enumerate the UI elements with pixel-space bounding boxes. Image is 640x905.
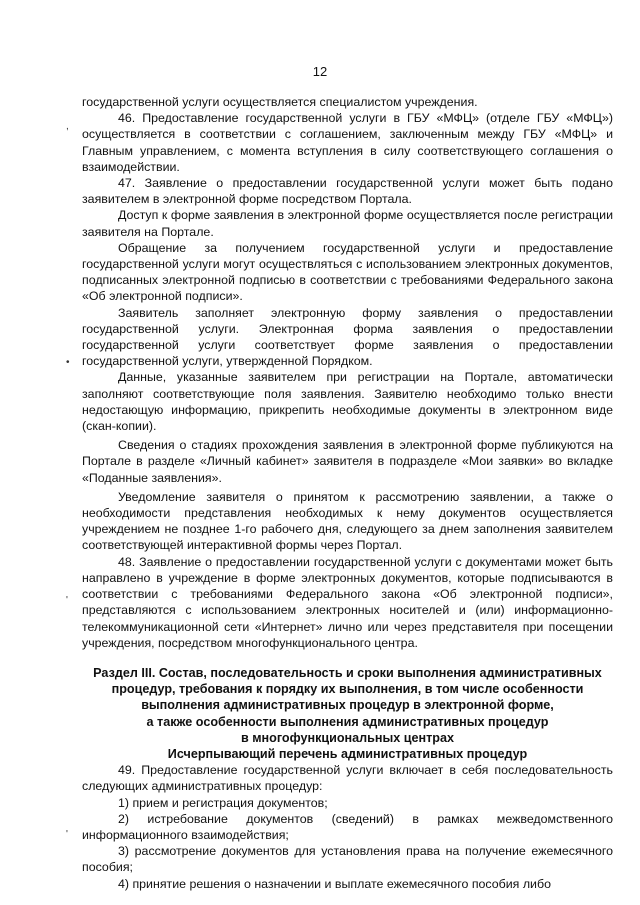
margin-mark: ' <box>66 829 68 840</box>
paragraph-49: 49. Предоставление государственной услуги включает в себя последовательность следующих административных процедур: <box>82 763 613 794</box>
paragraph-electronic-form: Заявитель заполняет электронную форму заявления о предоставлении государственной услуги. Электронная форма заявления о предоставлении государственной услуги соответствует форме заявления о предоставлении государственной услуги, утвержденной Порядком. <box>82 305 613 369</box>
section-heading-line: в многофункциональных центрах <box>240 730 454 745</box>
paragraph-46: 46. Предоставление государственной услуги в ГБУ «МФЦ» (отделе ГБУ «МФЦ») осуществляется в соответствии с соглашением, заключенным между ГБУ «МФЦ» и Главным управлением, с момента вступления в силу соответствующего соглашения о взаимодействии. <box>82 111 613 174</box>
margin-mark: , <box>66 121 69 132</box>
document-body <box>82 94 613 892</box>
paragraph-47: 47. Заявление о предоставлении государственной услуги может быть подано заявителем в электронной форме посредством Портала. <box>82 176 613 207</box>
paragraph-continuation: государственной услуги осуществляется специалистом учреждения. <box>82 95 478 109</box>
list-item: 3) рассмотрение документов для установления права на получение ежемесячного пособия; <box>82 844 613 875</box>
paragraph-status-info: Сведения о стадиях прохождения заявления в электронной форме публикуются на Портале в разделе «Личный кабинет» заявителя в подразделе «Мои заявки» во вкладке «Поданные заявления». <box>82 438 613 485</box>
paragraph-autofill: Данные, указанные заявителем при регистрации на Портале, автоматически заполняют соответствующие поля заявления. Заявителю необходимо только внести недостающую информацию, прикрепить необходимые документы в электронном виде (скан-копии). <box>82 370 613 434</box>
list-item: 2) истребование документов (сведений) в рамках межведомственного информационного взаимодействия; <box>82 811 613 842</box>
sub-heading: Исчерпывающий перечень административных процедур <box>167 746 528 761</box>
margin-mark: ' <box>66 595 68 606</box>
section-heading-line: а также особенности выполнения административных процедур <box>146 714 549 729</box>
list-item: 4) принятие решения о назначении и выплате ежемесячного пособия либо <box>118 876 551 891</box>
section-heading-line: процедур, требования к порядку их выполнения, в том числе особенности <box>111 682 584 697</box>
paragraph-48: 48. Заявление о предоставлении государственной услуги с документами может быть направлено в учреждение в форме электронных документов, которые подписываются в соответствии с требованиями Федерального закона «Об электронной подписи», представляются с использованием электронных носителей и (или) информационно-телекоммуникационной сети «Интернет» лично или через представителя при посещении учреждения, посредством многофункционального центра. <box>82 554 613 650</box>
margin-mark: • <box>66 357 70 368</box>
list-item: 1) прием и регистрация документов; <box>118 795 328 810</box>
paragraph-portal-access: Доступ к форме заявления в электронной форме осуществляется после регистрации заявителя на Портале. <box>82 208 613 239</box>
paragraph-notification: Уведомление заявителя о принятом к рассмотрению заявлении, а также о необходимости представления необходимых к нему документов осуществляется учреждением не позднее 1-го рабочего дня, следующего за днем заполнения заявителем соответствующей интерактивной формы через Портал. <box>82 489 613 553</box>
page-number: 12 <box>312 64 328 79</box>
section-heading-line: выполнения административных процедур в электронной форме, <box>141 698 554 713</box>
section-heading-line: Раздел III. Состав, последовательность и сроки выполнения административных <box>93 665 602 680</box>
paragraph-electronic-signature: Обращение за получением государственной услуги и предоставление государственной услуги могут осуществляться с использованием электронных документов, подписанных электронной подписью в соответствии с требованиями Федерального закона «Об электронной подписи». <box>82 240 613 304</box>
